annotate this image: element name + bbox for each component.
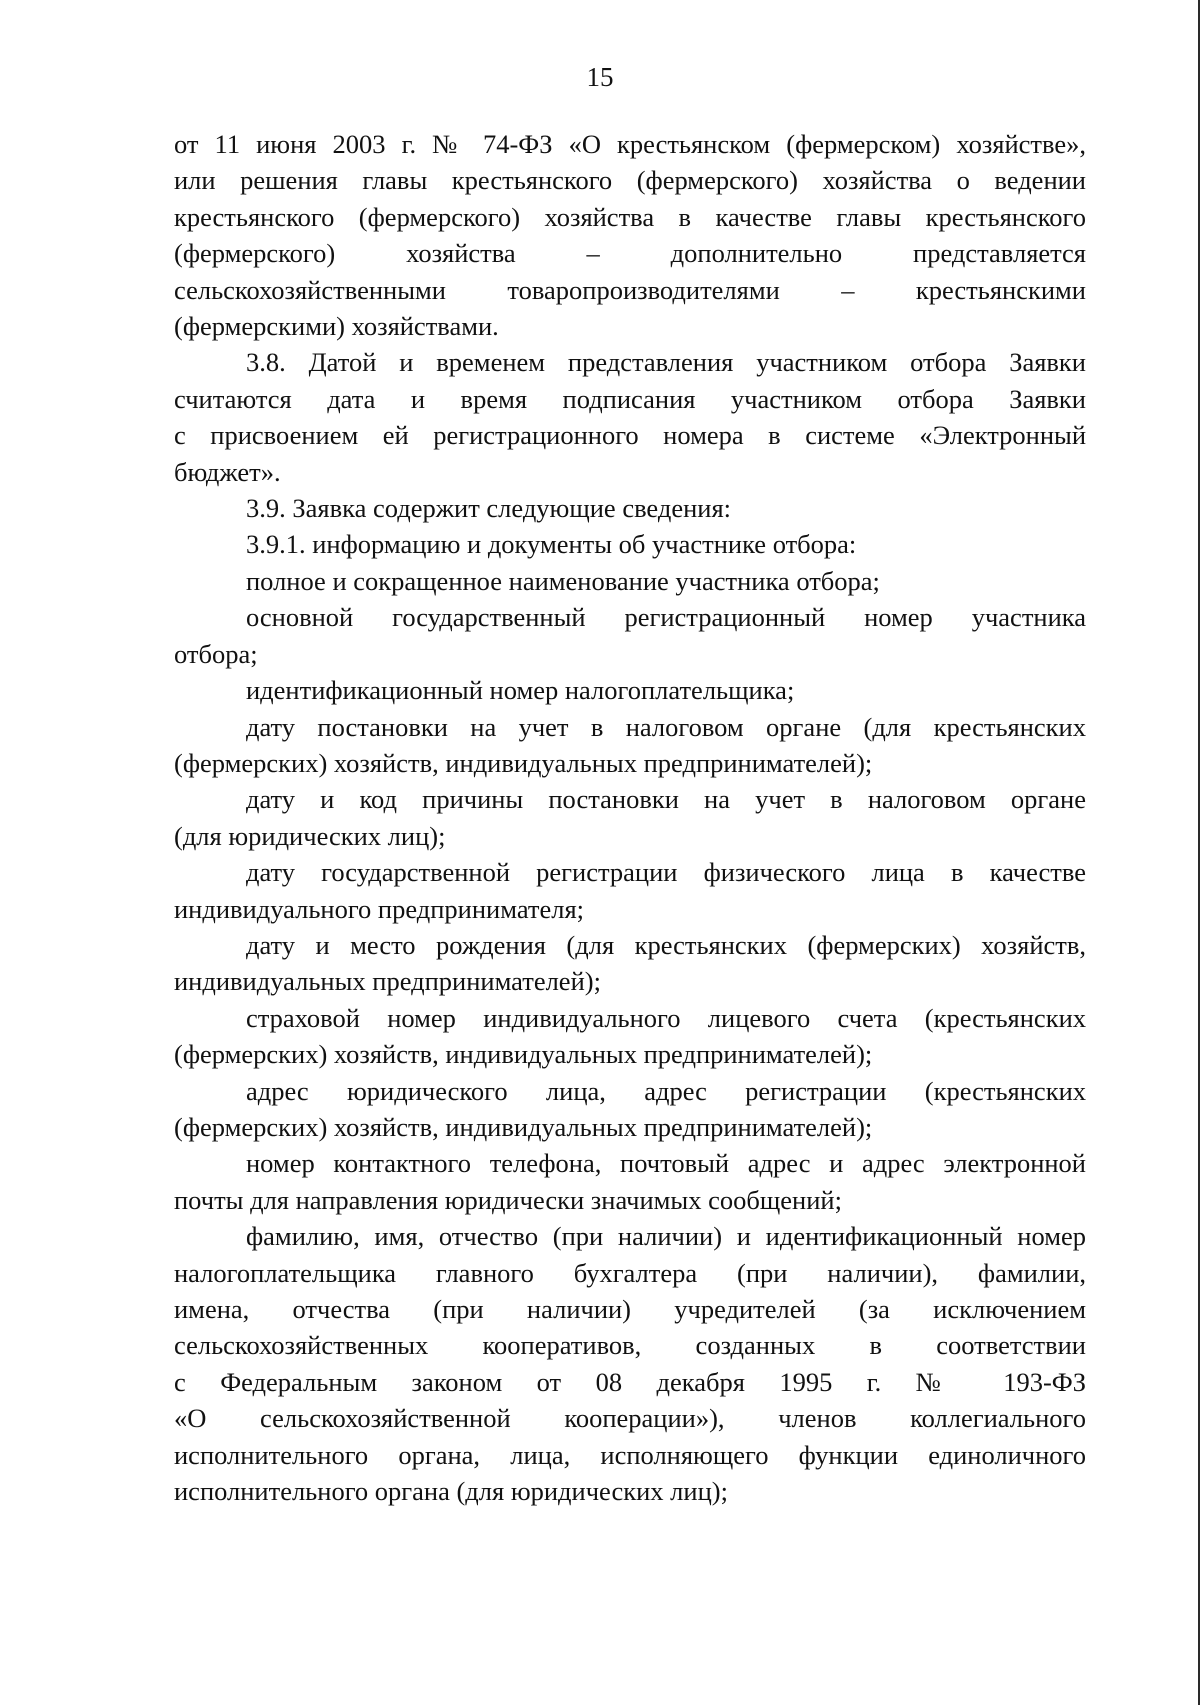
text-line: имена, отчества (при наличии) учредителей (за исключением xyxy=(174,1294,1086,1324)
text-line: 3.8. Датой и временем представления участником отбора Заявки xyxy=(246,347,1086,378)
text-line: адрес юридического лица, адрес регистрации (крестьянских xyxy=(246,1075,1086,1106)
text-line: полное и сокращенное наименование участника отбора; xyxy=(246,565,880,596)
text-line: (фермерского) хозяйства – дополнительно представляется xyxy=(174,238,1086,269)
text-line: считаются дата и время подписания участником отбора Заявки xyxy=(174,383,1086,414)
text-line: исполнительного органа, лица, исполняющего функции единоличного xyxy=(174,1439,1086,1470)
text-line: от 11 июня 2003 г. № 74-ФЗ «О крестьянском (фермерском) хозяйстве», xyxy=(174,129,1086,159)
text-line: крестьянского (фермерского) хозяйства в качестве главы крестьянского xyxy=(174,201,1086,232)
text-line: (фермерскими) хозяйствами. xyxy=(174,311,499,342)
text-line: основной государственный регистрационный номер участника xyxy=(246,602,1086,633)
text-line: бюджет». xyxy=(174,456,281,487)
text-line: фамилию, имя, отчество (при наличии) и идентификационный номер xyxy=(246,1221,1086,1252)
text-line: почты для направления юридически значимых сообщений; xyxy=(174,1184,842,1215)
text-line: «О сельскохозяйственной кооперации»), членов коллегиального xyxy=(174,1403,1086,1434)
text-line: индивидуального предпринимателя; xyxy=(174,893,585,924)
text-line: дату постановки на учет в налоговом органе (для крестьянских xyxy=(246,711,1086,742)
text-line: 3.9. Заявка содержит следующие сведения: xyxy=(246,493,732,524)
text-line: идентификационный номер налогоплательщика; xyxy=(246,675,795,706)
text-line: (фермерских) хозяйств, индивидуальных предпринимателей); xyxy=(174,747,873,778)
text-line: номер контактного телефона, почтовый адрес и адрес электронной xyxy=(246,1148,1086,1179)
text-line: дату и код причины постановки на учет в налоговом органе xyxy=(246,784,1086,815)
text-line: сельскохозяйственными товаропроизводителями – крестьянскими xyxy=(174,274,1086,305)
text-line: или решения главы крестьянского (фермерского) хозяйства о ведении xyxy=(174,165,1086,196)
text-line: исполнительного органа (для юридических лиц); xyxy=(174,1476,728,1507)
text-line: налогоплательщика главного бухгалтера (при наличии), фамилии, xyxy=(174,1257,1086,1288)
text-line: (фермерских) хозяйств, индивидуальных предпринимателей); xyxy=(174,1111,873,1142)
text-line: дату и место рождения (для крестьянских (фермерских) хозяйств, xyxy=(246,929,1086,960)
text-line: (для юридических лиц); xyxy=(174,820,446,851)
text-line: страховой номер индивидуального лицевого счета (крестьянских xyxy=(246,1002,1086,1033)
page-number: 15 xyxy=(586,62,614,92)
text-line: индивидуальных предпринимателей); xyxy=(174,966,601,997)
text-line: (фермерских) хозяйств, индивидуальных предпринимателей); xyxy=(174,1039,873,1070)
text-line: дату государственной регистрации физического лица в качестве xyxy=(246,857,1086,888)
text-line: 3.9.1. информацию и документы об участнике отбора: xyxy=(246,529,857,560)
text-line: сельскохозяйственных кооперативов, созданных в соответствии xyxy=(174,1330,1086,1361)
text-line: с Федеральным законом от 08 декабря 1995 г. № 193-ФЗ xyxy=(174,1366,1086,1397)
text-line: с присвоением ей регистрационного номера в системе «Электронный xyxy=(174,420,1086,451)
text-line: отбора; xyxy=(174,638,258,669)
document-body xyxy=(174,126,1086,1509)
